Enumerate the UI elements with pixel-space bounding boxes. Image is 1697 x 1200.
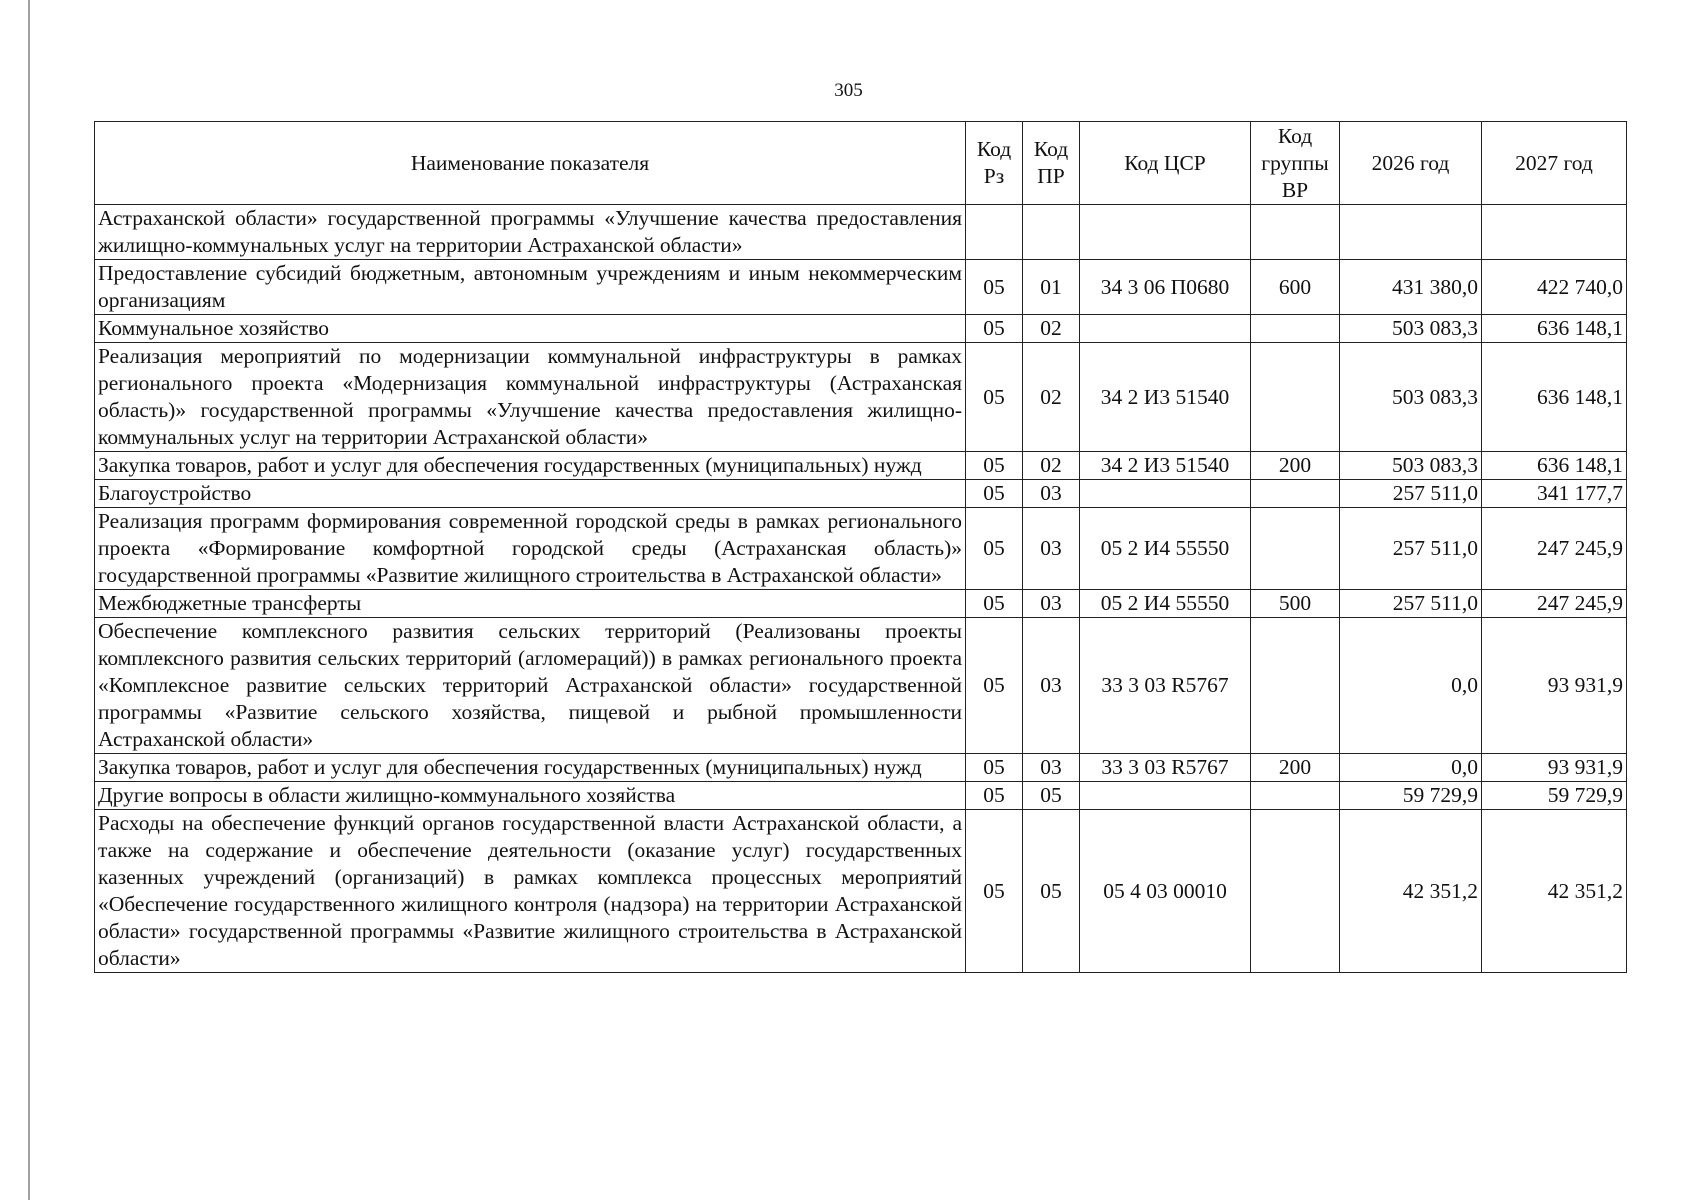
row-2026: 503 083,3: [1340, 315, 1482, 343]
row-2027: 636 148,1: [1482, 452, 1627, 480]
row-rz: 05: [966, 480, 1023, 508]
row-2027: 247 245,9: [1482, 590, 1627, 618]
row-pr: 03: [1023, 508, 1080, 590]
row-csr: 34 2 И3 51540: [1080, 343, 1251, 452]
row-pr: 05: [1023, 810, 1080, 973]
row-vr: [1251, 343, 1340, 452]
row-pr: 02: [1023, 315, 1080, 343]
table-row: [95, 343, 1627, 452]
row-2026: 503 083,3: [1340, 452, 1482, 480]
header-2027: 2027 год: [1482, 122, 1627, 205]
row-name: Другие вопросы в области жилищно-коммунального хозяйства: [95, 782, 966, 810]
row-2027: 422 740,0: [1482, 260, 1627, 315]
row-2026: 431 380,0: [1340, 260, 1482, 315]
row-name: Благоустройство: [95, 480, 966, 508]
row-2026: 0,0: [1340, 754, 1482, 782]
table-header-row: [95, 122, 1627, 205]
row-pr: 03: [1023, 480, 1080, 508]
row-name: Закупка товаров, работ и услуг для обеспечения государственных (муниципальных) нужд: [95, 754, 966, 782]
row-vr: 500: [1251, 590, 1340, 618]
row-rz: 05: [966, 452, 1023, 480]
row-csr: [1080, 205, 1251, 260]
row-rz: 05: [966, 343, 1023, 452]
row-pr: 05: [1023, 782, 1080, 810]
table-row: [95, 452, 1627, 480]
row-vr: [1251, 205, 1340, 260]
row-2026: 257 511,0: [1340, 480, 1482, 508]
row-name: Астраханской области» государственной программы «Улучшение качества предоставления жилищно-коммунальных услуг на территории Астраханской области»: [95, 205, 966, 260]
row-pr: 03: [1023, 754, 1080, 782]
row-csr: 34 2 И3 51540: [1080, 452, 1251, 480]
row-csr: 05 2 И4 55550: [1080, 508, 1251, 590]
row-2026: 0,0: [1340, 618, 1482, 754]
header-name: Наименование показателя: [95, 122, 966, 205]
row-vr: 200: [1251, 754, 1340, 782]
row-csr: 33 3 03 R5767: [1080, 754, 1251, 782]
table-row: [95, 618, 1627, 754]
row-rz: 05: [966, 754, 1023, 782]
scan-edge-line: [28, 0, 30, 1200]
table-row: [95, 590, 1627, 618]
row-vr: [1251, 315, 1340, 343]
row-csr: [1080, 782, 1251, 810]
row-2027: 636 148,1: [1482, 343, 1627, 452]
row-2026: 503 083,3: [1340, 343, 1482, 452]
row-pr: 02: [1023, 452, 1080, 480]
row-name: Реализация мероприятий по модернизации коммунальной инфраструктуры в рамках регионального проекта «Модернизация коммунальной инфраструктуры (Астраханская область)» государственной программы «Улучшение качества предоставления жилищно-коммунальных услуг на территории Астраханской области»: [95, 343, 966, 452]
row-vr: [1251, 782, 1340, 810]
header-vr: Код группы ВР: [1251, 122, 1340, 205]
row-2027: 93 931,9: [1482, 754, 1627, 782]
row-vr: [1251, 810, 1340, 973]
row-vr: [1251, 508, 1340, 590]
row-name: Расходы на обеспечение функций органов государственной власти Астраханской области, а также на содержание и обеспечение деятельности (оказание услуг) государственных казенных учреждений (организаций) в рамках комплекса процессных мероприятий «Обеспечение государственного жилищного контроля (надзора) на территории Астраханской области» государственной программы «Развитие жилищного строительства в Астраханской области»: [95, 810, 966, 973]
row-pr: 03: [1023, 618, 1080, 754]
row-name: Межбюджетные трансферты: [95, 590, 966, 618]
row-vr: 200: [1251, 452, 1340, 480]
header-pr: Код ПР: [1023, 122, 1080, 205]
row-name: Реализация программ формирования современной городской среды в рамках регионального проекта «Формирование комфортной городской среды (Астраханская область)» государственной программы «Развитие жилищного строительства в Астраханской области»: [95, 508, 966, 590]
row-rz: 05: [966, 782, 1023, 810]
row-2027: 247 245,9: [1482, 508, 1627, 590]
row-pr: 02: [1023, 343, 1080, 452]
table-row: [95, 315, 1627, 343]
row-csr: [1080, 315, 1251, 343]
row-pr: 01: [1023, 260, 1080, 315]
row-name: Закупка товаров, работ и услуг для обеспечения государственных (муниципальных) нужд: [95, 452, 966, 480]
row-pr: [1023, 205, 1080, 260]
row-2027: 42 351,2: [1482, 810, 1627, 973]
row-2027: 341 177,7: [1482, 480, 1627, 508]
row-2027: 93 931,9: [1482, 618, 1627, 754]
row-name: Обеспечение комплексного развития сельских территорий (Реализованы проекты комплексного развития сельских территорий (агломераций)) в рамках регионального проекта «Комплексное развитие сельских территорий Астраханской области» государственной программы «Развитие сельского хозяйства, пищевой и рыбной промышленности Астраханской области»: [95, 618, 966, 754]
row-rz: 05: [966, 618, 1023, 754]
row-csr: 34 3 06 П0680: [1080, 260, 1251, 315]
row-vr: [1251, 480, 1340, 508]
table-row: [95, 508, 1627, 590]
table-row: [95, 260, 1627, 315]
row-2027: [1482, 205, 1627, 260]
row-rz: 05: [966, 810, 1023, 973]
row-name: Предоставление субсидий бюджетным, автономным учреждениям и иным некоммерческим организациям: [95, 260, 966, 315]
row-2026: [1340, 205, 1482, 260]
budget-table: [94, 121, 1627, 973]
row-rz: [966, 205, 1023, 260]
table-row: [95, 480, 1627, 508]
row-csr: [1080, 480, 1251, 508]
row-2026: 59 729,9: [1340, 782, 1482, 810]
row-rz: 05: [966, 315, 1023, 343]
row-2027: 59 729,9: [1482, 782, 1627, 810]
row-csr: 05 4 03 00010: [1080, 810, 1251, 973]
table-row: [95, 205, 1627, 260]
row-2026: 42 351,2: [1340, 810, 1482, 973]
row-name: Коммунальное хозяйство: [95, 315, 966, 343]
row-vr: [1251, 618, 1340, 754]
table-row: [95, 782, 1627, 810]
page-number: 305: [834, 80, 863, 101]
row-csr: 33 3 03 R5767: [1080, 618, 1251, 754]
row-2027: 636 148,1: [1482, 315, 1627, 343]
row-pr: 03: [1023, 590, 1080, 618]
row-rz: 05: [966, 260, 1023, 315]
table-row: [95, 810, 1627, 973]
header-csr: Код ЦСР: [1080, 122, 1251, 205]
row-rz: 05: [966, 590, 1023, 618]
row-2026: 257 511,0: [1340, 590, 1482, 618]
row-2026: 257 511,0: [1340, 508, 1482, 590]
row-vr: 600: [1251, 260, 1340, 315]
row-rz: 05: [966, 508, 1023, 590]
header-2026: 2026 год: [1340, 122, 1482, 205]
header-rz: Код Рз: [966, 122, 1023, 205]
table-row: [95, 754, 1627, 782]
row-csr: 05 2 И4 55550: [1080, 590, 1251, 618]
